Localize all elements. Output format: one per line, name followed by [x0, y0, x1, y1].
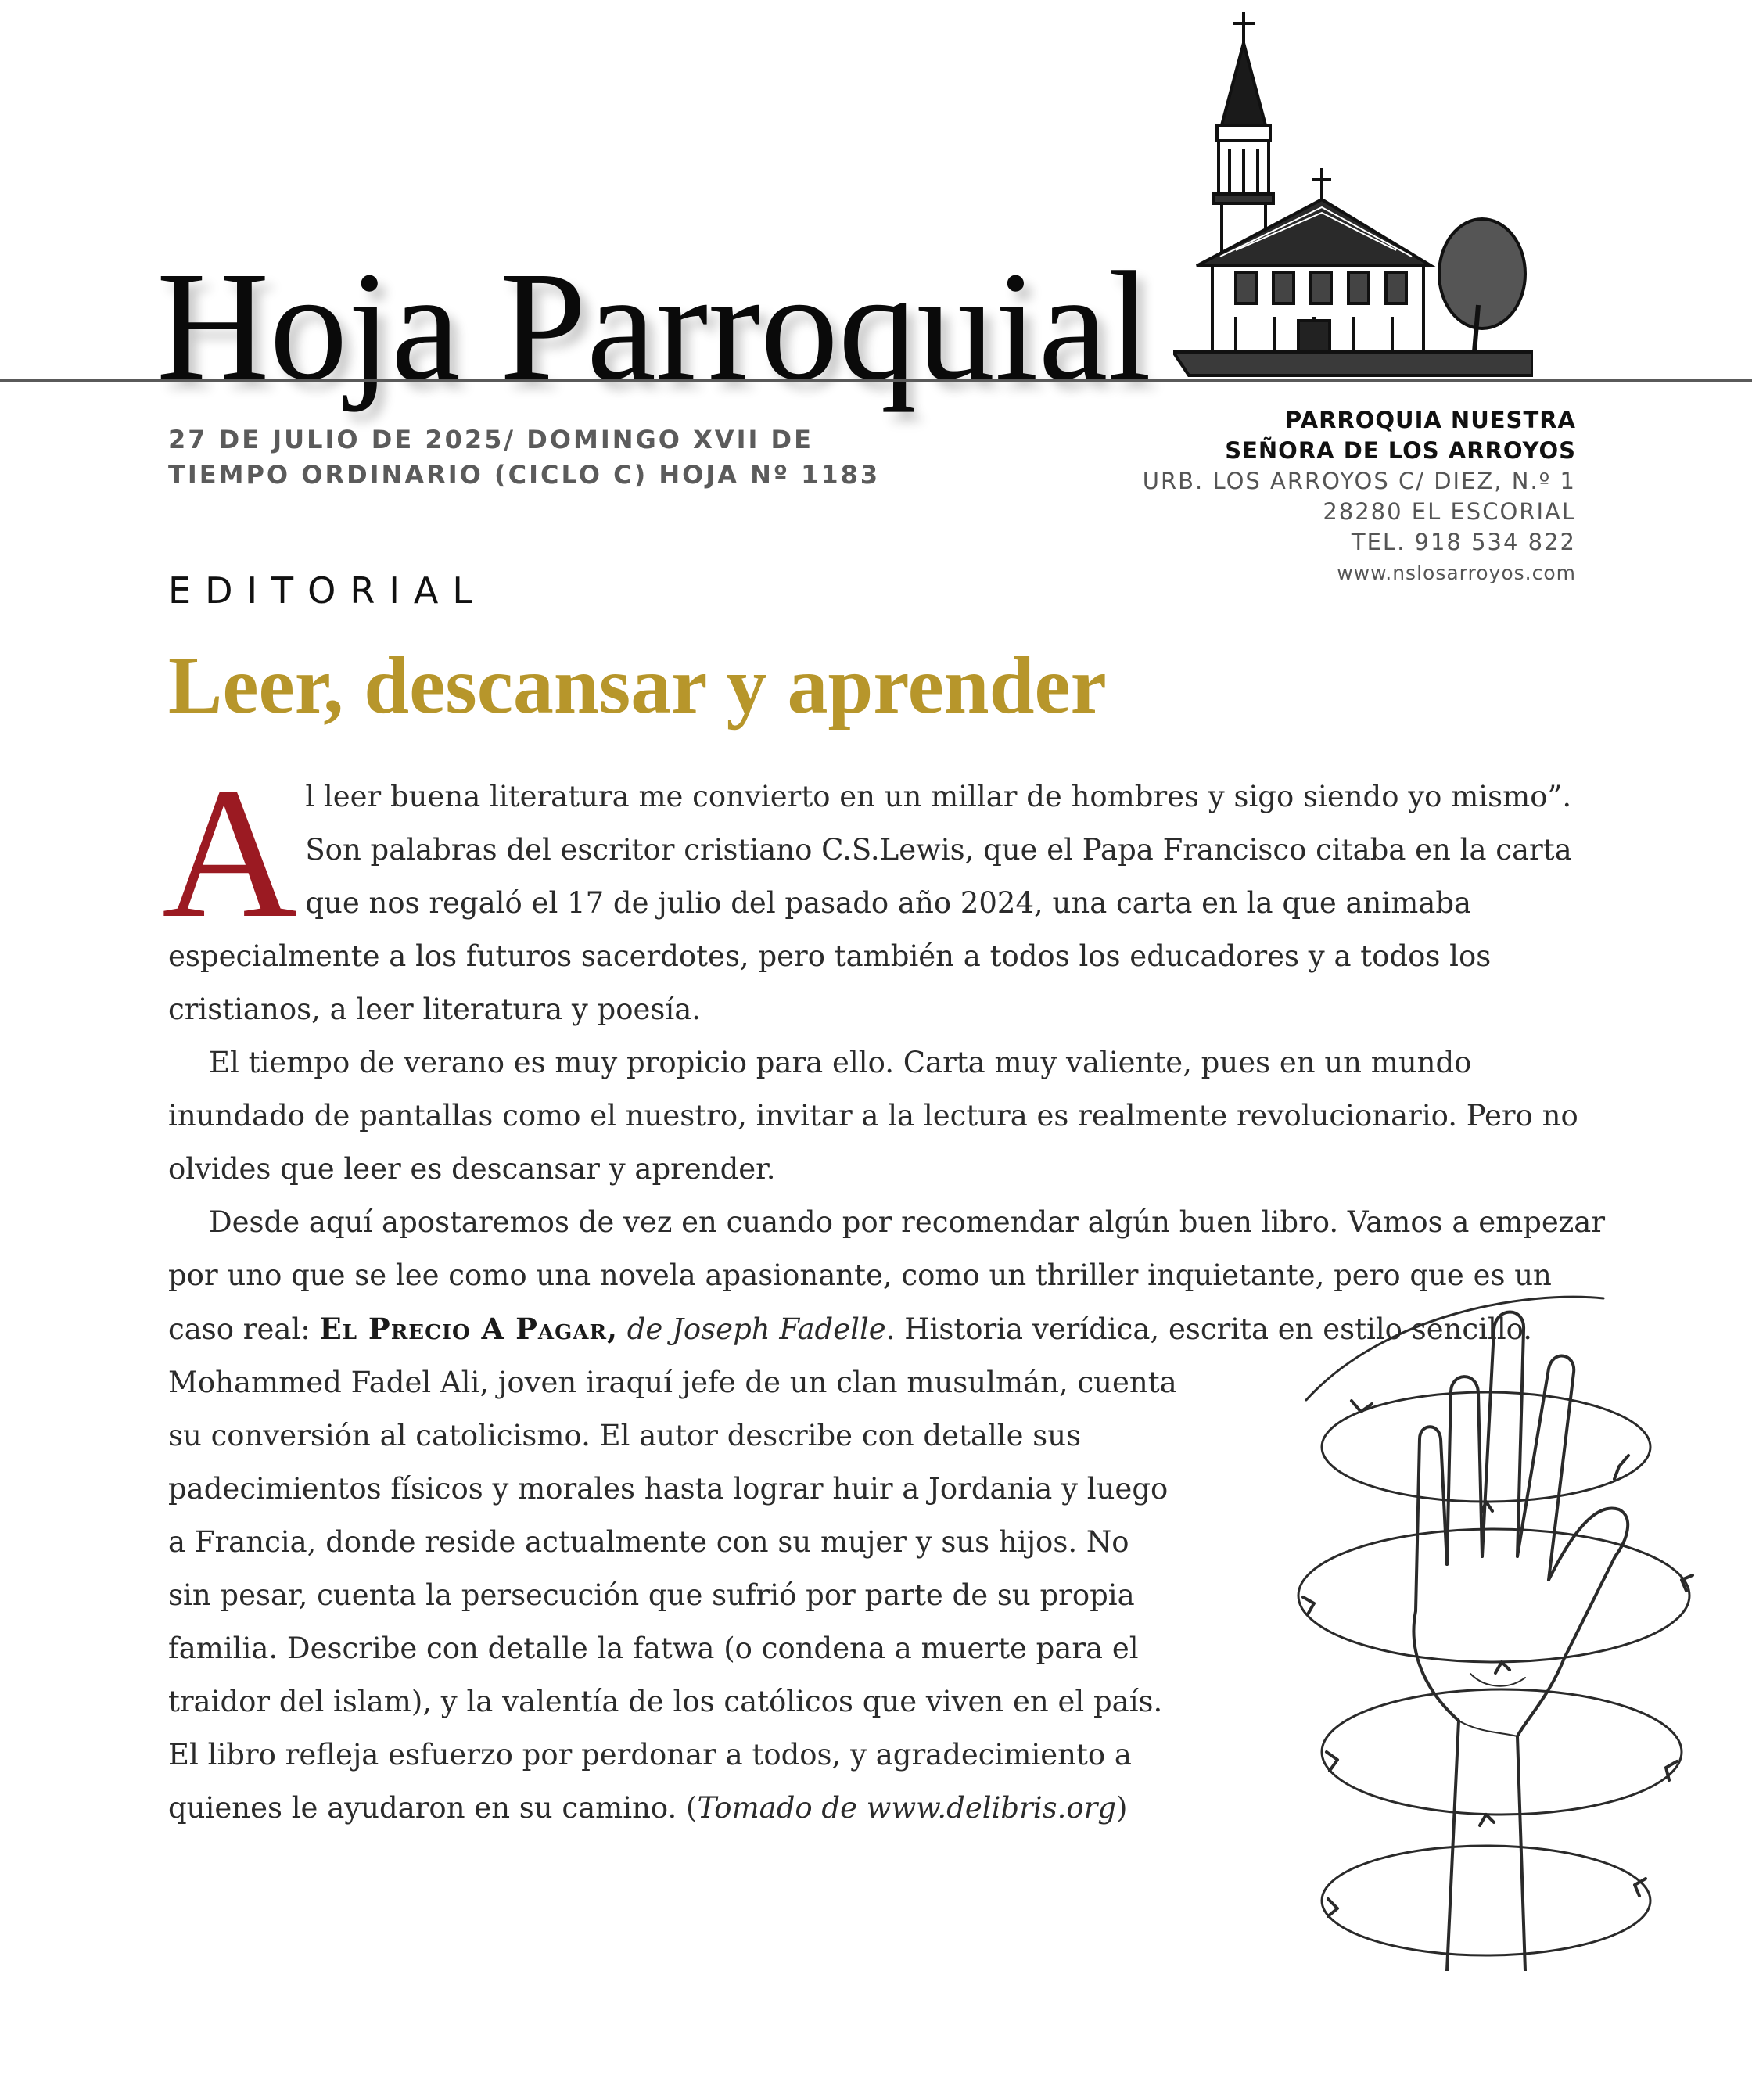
- editorial-headline: Leer, descansar y aprender: [168, 641, 1107, 731]
- paragraph-3-end: ): [1116, 1791, 1128, 1825]
- section-label: EDITORIAL: [168, 569, 486, 612]
- parish-name-line-1: PARROQUIA NUESTRA: [1285, 407, 1576, 433]
- book-title: El Precio A Pagar,: [319, 1312, 618, 1346]
- parish-address-line-2: 28280 EL ESCORIAL: [1323, 498, 1576, 525]
- paragraph-2: El tiempo de verano es muy propicio para ello. Carta muy valiente, pues en un mundo inundado de pantallas como el nuestro, invitar a la lectura es realmente revolucionario. Pero no olvides que leer es descansar y aprender.: [168, 1046, 1578, 1186]
- paragraph-3-body: . Historia verídica, escrita en estilo sencillo. Mohammed Fadel Ali, joven iraquí jefe de un clan musulmán, cuenta su conversión al catolicismo. El autor describe con detalle sus padecimientos físicos y morales hasta lograr huir a Jordania y luego a Francia, donde reside actualmente con su mujer y sus hijos. No sin pesar, cuenta la persecución que sufrió por parte de su propia familia. Describe con detalle la fatwa (o condena a muerte para el traidor del islam), y la valentía de los católicos que viven en el país. El libro refleja esfuerzo por perdonar a todos, y agradecimiento a quienes le ayudaron en su camino. (: [168, 1312, 1533, 1825]
- parish-website: www.nslosarroyos.com: [1337, 562, 1576, 584]
- church-illustration: [1173, 8, 1533, 383]
- parish-name-line-2: SEÑORA DE LOS ARROYOS: [1225, 437, 1576, 464]
- parish-address-line-1: URB. LOS ARROYOS C/ DIEZ, N.º 1: [1142, 468, 1576, 494]
- paragraph-1: [162, 748, 1607, 1036]
- drop-cap: A: [162, 748, 298, 957]
- parish-phone: TEL. 918 534 822: [1351, 529, 1576, 555]
- source-note: Tomado de www.delibris.org: [697, 1791, 1117, 1825]
- paragraph-1-text: l leer buena literatura me convierto en un millar de hombres y sigo siendo yo mismo”. Son palabras del escritor cristiano C.S.Lewis, que el Papa Francisco citaba en la carta que nos regaló el 17 de julio del pasado año 2024, una carta en la que animaba especialmente a los futuros sacerdotes, pero también a todos los educadores y a todos los cristianos, a leer literatura y poesía.: [168, 780, 1572, 1026]
- barbed-wire-hand-illustration: [1291, 1283, 1729, 1971]
- paragraph-3-intro: Desde aquí apostaremos de vez en cuando por recomendar algún buen libro. Vamos a empezar por uno que se lee como una novela apasionante, como un thriller inquietante, pero que es un caso real:: [168, 1205, 1606, 1346]
- parish-contact: [1143, 405, 1576, 588]
- masthead-title: Hoja Parroquial: [156, 240, 1151, 413]
- book-author: de Joseph Fadelle: [617, 1312, 886, 1346]
- issue-info: [168, 422, 950, 493]
- issue-line-2: TIEMPO ORDINARIO (CICLO C) HOJA Nº 1183: [168, 460, 881, 490]
- issue-line-1: 27 DE JULIO DE 2025/ DOMINGO XVII DE: [168, 425, 813, 454]
